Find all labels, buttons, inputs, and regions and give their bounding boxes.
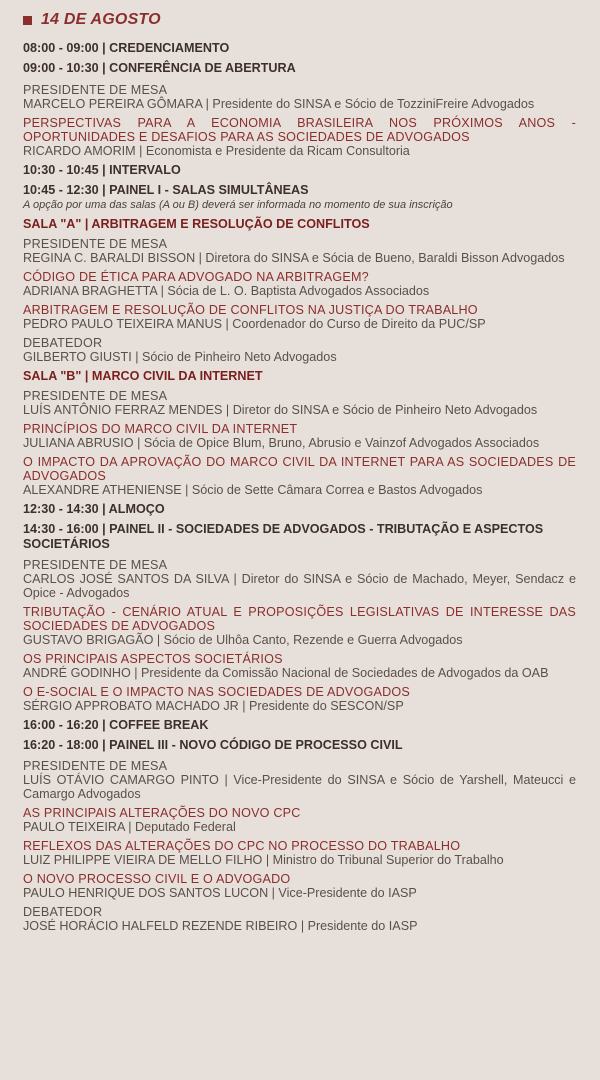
time-slot [23, 61, 576, 76]
session-item [23, 303, 576, 331]
date-title: 14 DE AGOSTO [41, 11, 161, 28]
speaker-line: RICARDO AMORIM | Economista e Presidente da Ricam Consultoria [23, 144, 410, 158]
speaker-line: LUÍS ANTÔNIO FERRAZ MENDES | Diretor do SINSA e Sócio de Pinheiro Neto Advogados [23, 403, 538, 417]
session-topic: O NOVO PROCESSO CIVIL E O ADVOGADO [23, 872, 291, 886]
time-slot-title: 16:20 - 18:00 | PAINEL III - NOVO CÓDIGO DE PROCESSO CIVIL [23, 738, 403, 752]
time-slot [23, 718, 576, 733]
time-slot-title: 10:45 - 12:30 | PAINEL I - SALAS SIMULTÂNEAS [23, 183, 309, 197]
session-item [23, 685, 576, 713]
session-topic: OS PRINCIPAIS ASPECTOS SOCIETÁRIOS [23, 652, 283, 666]
session-item [23, 605, 576, 647]
session-role: DEBATEDOR [23, 336, 103, 350]
speaker-line: PAULO HENRIQUE DOS SANTOS LUCON | Vice-Presidente do IASP [23, 886, 417, 900]
session-topic: CÓDIGO DE ÉTICA PARA ADVOGADO NA ARBITRAGEM? [23, 270, 369, 284]
time-slot [23, 183, 576, 212]
session-topic: PRINCÍPIOS DO MARCO CIVIL DA INTERNET [23, 422, 298, 436]
speaker-line: PEDRO PAULO TEIXEIRA MANUS | Coordenador do Curso de Direito da PUC/SP [23, 317, 486, 331]
session-topic: O E-SOCIAL E O IMPACTO NAS SOCIEDADES DE ADVOGADOS [23, 685, 410, 699]
session-item [23, 270, 576, 298]
session-role: PRESIDENTE DE MESA [23, 558, 168, 572]
speaker-line: PAULO TEIXEIRA | Deputado Federal [23, 820, 236, 834]
session-topic: O IMPACTO DA APROVAÇÃO DO MARCO CIVIL DA INTERNET PARA AS SOCIEDADES DE ADVOGADOS [23, 455, 576, 483]
agenda-list [23, 41, 576, 933]
slot-note: A opção por uma das salas (A ou B) deverá ser informada no momento de sua inscrição [23, 199, 453, 211]
time-slot-title: 14:30 - 16:00 | PAINEL II - SOCIEDADES DE ADVOGADOS - TRIBUTAÇÃO E ASPECTOS SOCIETÁRIOS [23, 522, 544, 551]
session-item [23, 237, 576, 265]
speaker-line: JOSÉ HORÁCIO HALFELD REZENDE RIBEIRO | Presidente do IASP [23, 919, 418, 933]
session-item [23, 759, 576, 801]
speaker-line: JULIANA ABRUSIO | Sócia de Opice Blum, Bruno, Abrusio e Vainzof Advogados Associados [23, 436, 540, 450]
session-role: PRESIDENTE DE MESA [23, 237, 168, 251]
speaker-line: MARCELO PEREIRA GÔMARA | Presidente do SINSA e Sócio de TozziniFreire Advogados [23, 97, 535, 111]
session-topic: TRIBUTAÇÃO - CENÁRIO ATUAL E PROPOSIÇÕES LEGISLATIVAS DE INTERESSE DAS SOCIEDADES DE ADVOGADOS [23, 605, 576, 633]
session-item [23, 336, 576, 364]
session-topic: AS PRINCIPAIS ALTERAÇÕES DO NOVO CPC [23, 806, 301, 820]
room-title: SALA "B" | MARCO CIVIL DA INTERNET [23, 369, 263, 383]
time-slot [23, 502, 576, 517]
speaker-line: LUÍS OTÁVIO CAMARGO PINTO | Vice-Presidente do SINSA e Sócio de Yarshell, Mateucci e Camargo Advogados [23, 773, 576, 801]
speaker-line: GILBERTO GIUSTI | Sócio de Pinheiro Neto Advogados [23, 350, 337, 364]
speaker-line: ALEXANDRE ATHENIENSE | Sócio de Sette Câmara Correa e Bastos Advogados [23, 483, 483, 497]
session-item [23, 116, 576, 158]
session-item [23, 389, 576, 417]
session-topic: ARBITRAGEM E RESOLUÇÃO DE CONFLITOS NA JUSTIÇA DO TRABALHO [23, 303, 478, 317]
session-item [23, 872, 576, 900]
session-item [23, 422, 576, 450]
room-heading [23, 217, 576, 232]
session-item [23, 558, 576, 600]
session-item [23, 652, 576, 680]
time-slot-title: 08:00 - 09:00 | CREDENCIAMENTO [23, 41, 230, 55]
speaker-line: REGINA C. BARALDI BISSON | Diretora do SINSA e Sócia de Bueno, Baraldi Bisson Advogados [23, 251, 565, 265]
time-slot-title: 16:00 - 16:20 | COFFEE BREAK [23, 718, 209, 732]
time-slot [23, 738, 576, 753]
speaker-line: ADRIANA BRAGHETTA | Sócia de L. O. Baptista Advogados Associados [23, 284, 430, 298]
session-item [23, 455, 576, 497]
speaker-line: GUSTAVO BRIGAGÃO | Sócio de Ulhôa Canto, Rezende e Guerra Advogados [23, 633, 463, 647]
speaker-line: ANDRÉ GODINHO | Presidente da Comissão Nacional de Sociedades de Advogados da OAB [23, 666, 549, 680]
time-slot [23, 163, 576, 178]
time-slot-title: 09:00 - 10:30 | CONFERÊNCIA DE ABERTURA [23, 61, 296, 75]
session-role: PRESIDENTE DE MESA [23, 389, 168, 403]
session-role: PRESIDENTE DE MESA [23, 759, 168, 773]
session-item [23, 806, 576, 834]
session-topic: REFLEXOS DAS ALTERAÇÕES DO CPC NO PROCESSO DO TRABALHO [23, 839, 461, 853]
square-bullet-icon [23, 16, 32, 25]
session-item [23, 839, 576, 867]
time-slot [23, 522, 576, 552]
time-slot-title: 12:30 - 14:30 | ALMOÇO [23, 502, 165, 516]
time-slot [23, 41, 576, 56]
speaker-line: LUIZ PHILIPPE VIEIRA DE MELLO FILHO | Ministro do Tribunal Superior do Trabalho [23, 853, 504, 867]
session-item [23, 905, 576, 933]
session-topic: PERSPECTIVAS PARA A ECONOMIA BRASILEIRA NOS PRÓXIMOS ANOS - OPORTUNIDADES E DESAFIOS PARA AS SOCIEDADES DE ADVOGADOS [23, 116, 576, 144]
date-header [23, 9, 576, 31]
room-heading [23, 369, 576, 384]
session-role: DEBATEDOR [23, 905, 103, 919]
session-item [23, 83, 576, 111]
speaker-line: CARLOS JOSÉ SANTOS DA SILVA | Diretor do SINSA e Sócio de Machado, Meyer, Sendacz e Opice - Advogados [23, 572, 576, 600]
room-title: SALA "A" | ARBITRAGEM E RESOLUÇÃO DE CONFLITOS [23, 217, 370, 231]
session-role: PRESIDENTE DE MESA [23, 83, 168, 97]
time-slot-title: 10:30 - 10:45 | INTERVALO [23, 163, 181, 177]
speaker-line: SÉRGIO APPROBATO MACHADO JR | Presidente do SESCON/SP [23, 699, 404, 713]
